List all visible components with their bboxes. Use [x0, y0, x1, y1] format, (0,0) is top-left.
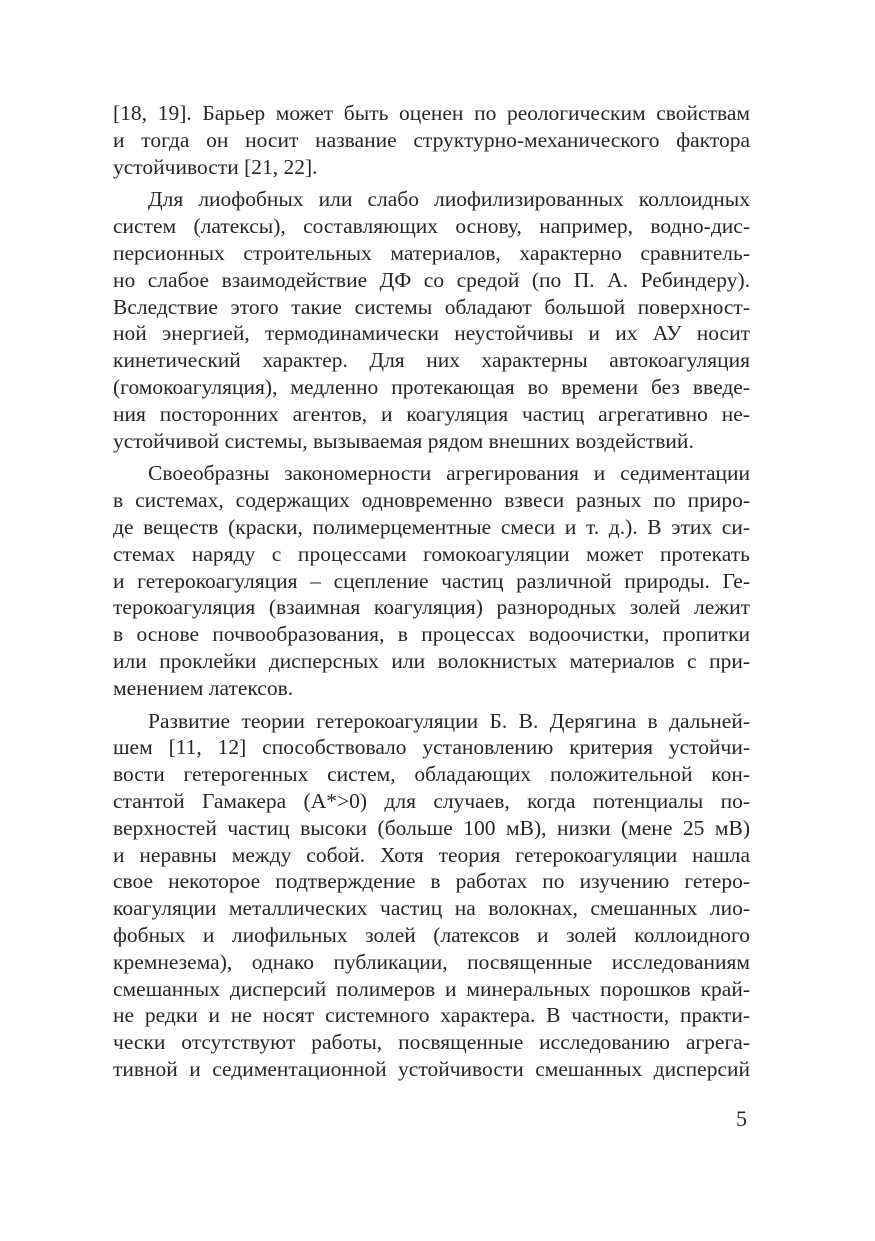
- text-line: не редки и не носят системного характера. В частности, практи-: [113, 1003, 750, 1028]
- text-line: устойчивости [21, 22].: [113, 154, 318, 179]
- text-line: чески отсутствуют работы, посвященные исследованию агрега-: [113, 1030, 750, 1055]
- text-line: и гетерокоагуляция – сцепление частиц различной природы. Ге-: [113, 568, 750, 593]
- text-line: Вследствие этого такие системы обладают большой поверхност-: [113, 294, 750, 319]
- paragraph: [113, 100, 750, 180]
- text-line: и тогда он носит название структурно-механического фактора: [113, 127, 750, 152]
- paragraph: [113, 460, 750, 701]
- text-line: терокоагуляция (взаимная коагуляция) разнородных золей лежит: [113, 595, 750, 620]
- text-line: ной энергией, термодинамически неустойчивы и их АУ носит: [113, 321, 750, 346]
- text-line: и неравны между собой. Хотя теория гетерокоагуляции нашла: [113, 842, 750, 867]
- text-line: стемах наряду с процессами гомокоагуляции может протекать: [113, 541, 750, 566]
- text-line: [18, 19]. Барьер может быть оценен по реологическим свойствам: [113, 101, 750, 125]
- page-number: 5: [736, 1106, 747, 1131]
- text-line: Развитие теории гетерокоагуляции Б. В. Дерягина в дальней-: [148, 708, 750, 733]
- text-line: ния посторонних агентов, и коагуляция частиц агрегативно не-: [113, 401, 750, 426]
- body-text: [113, 100, 750, 1089]
- text-line: кремнезема), однако публикации, посвященные исследованиям: [113, 949, 750, 974]
- text-line: верхностей частиц высоки (больше 100 мВ), низки (мене 25 мВ): [113, 815, 750, 840]
- text-line: в системах, содержащих одновременно взвеси разных по приро-: [113, 488, 750, 513]
- text-line: коагуляции металлических частиц на волокнах, смешанных лио-: [113, 896, 750, 921]
- text-line: шем [11, 12] способствовало установлению критерия устойчи-: [113, 735, 750, 760]
- paragraph: [113, 708, 750, 1083]
- text-line: тивной и седиментационной устойчивости смешанных дисперсий: [113, 1056, 750, 1081]
- text-line: вости гетерогенных систем, обладающих положительной кон-: [113, 762, 750, 787]
- text-line: в основе почвообразования, в процессах водоочистки, пропитки: [113, 622, 750, 647]
- text-line: или проклейки дисперсных или волокнистых материалов с при-: [113, 648, 750, 673]
- text-line: кинетический характер. Для них характерны автокоагуляция: [113, 348, 750, 373]
- text-line: свое некоторое подтверждение в работах по изучению гетеро-: [113, 869, 750, 894]
- text-line: устойчивой системы, вызываемая рядом внешних воздействий.: [113, 428, 694, 453]
- text-line: (гомокоагуляция), медленно протекающая во времени без введе-: [113, 374, 750, 399]
- text-line: Для лиофобных или слабо лиофилизированных коллоидных: [148, 187, 750, 212]
- text-line: смешанных дисперсий полимеров и минеральных порошков край-: [113, 976, 750, 1001]
- paragraph: [113, 186, 750, 454]
- text-line: менением латексов.: [113, 675, 294, 700]
- text-line: Своеобразны закономерности агрегирования и седиментации: [148, 461, 750, 486]
- text-line: стантой Гамакера (А*>0) для случаев, когда потенциалы по-: [113, 788, 750, 813]
- text-line: персионных строительных материалов, характерно сравнитель-: [113, 240, 750, 265]
- text-line: но слабое взаимодействие ДФ со средой (по П. А. Ребиндеру).: [113, 267, 750, 292]
- text-line: де веществ (краски, полимерцементные смеси и т. д.). В этих си-: [113, 514, 750, 539]
- text-line: фобных и лиофильных золей (латексов и золей коллоидного: [113, 922, 750, 947]
- text-line: систем (латексы), составляющих основу, например, водно-дис-: [113, 214, 750, 239]
